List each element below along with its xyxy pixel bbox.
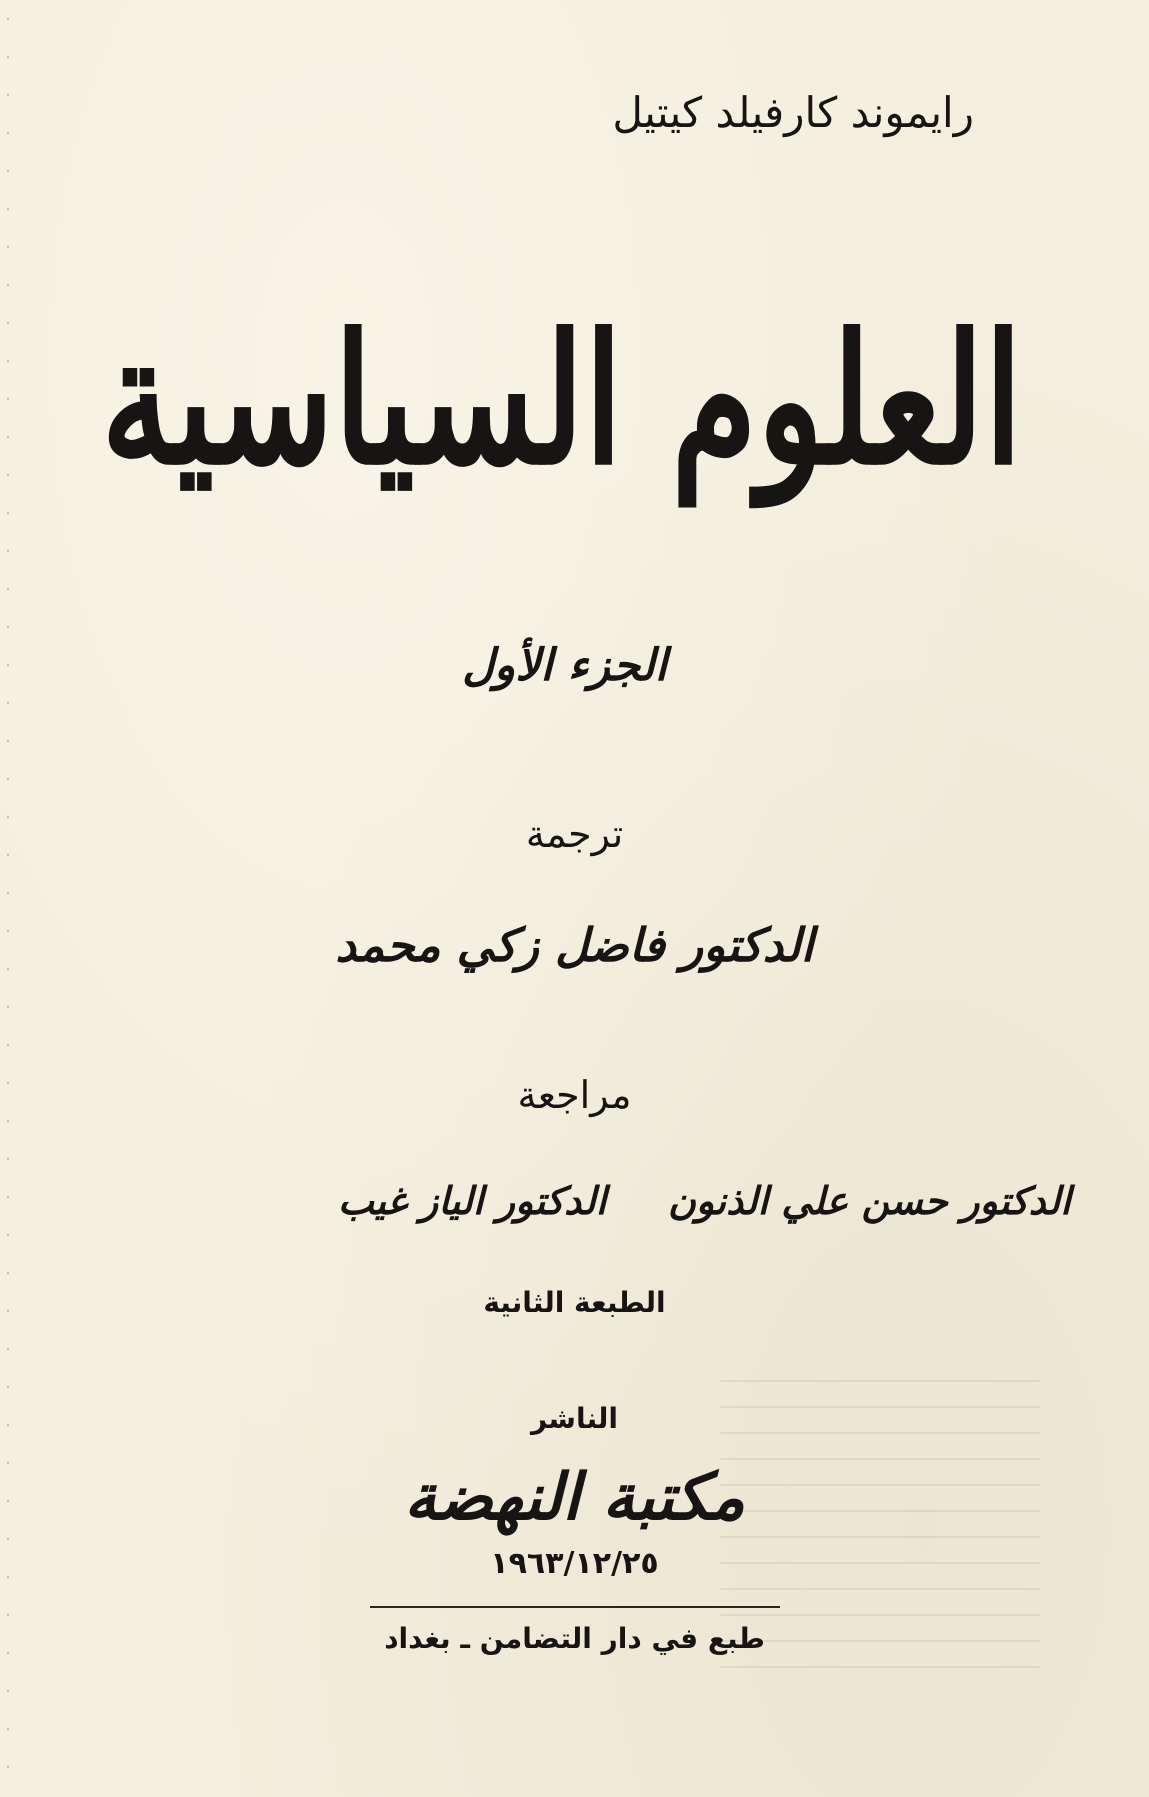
divider-line <box>370 1606 780 1608</box>
book-title: العلوم السياسية <box>101 295 1023 504</box>
volume-text: الجزء الأول <box>462 640 667 691</box>
reviewer-name: الدكتور حسن علي الذنون <box>668 1178 1071 1223</box>
publisher-label: الناشر <box>530 1402 618 1435</box>
volume-label <box>0 640 1149 691</box>
translator-name: الدكتور فاضل زكي محمد <box>335 918 814 972</box>
edition-label: الطبعة الثانية <box>483 1286 666 1319</box>
publication-date: ١٩٦٣/١٢/٢٥ <box>490 1546 659 1581</box>
printer-line: طبع في دار التضامن ـ بغداد <box>384 1622 765 1655</box>
author-name: رايموند كارفيلد كيتيل <box>612 88 974 137</box>
publisher-name: مكتبة النهضة <box>404 1460 745 1535</box>
translation-label: ترجمة <box>525 812 624 856</box>
reviewer-name: الدكتور الياز غيب <box>338 1178 607 1223</box>
review-label: مراجعة <box>517 1073 632 1117</box>
